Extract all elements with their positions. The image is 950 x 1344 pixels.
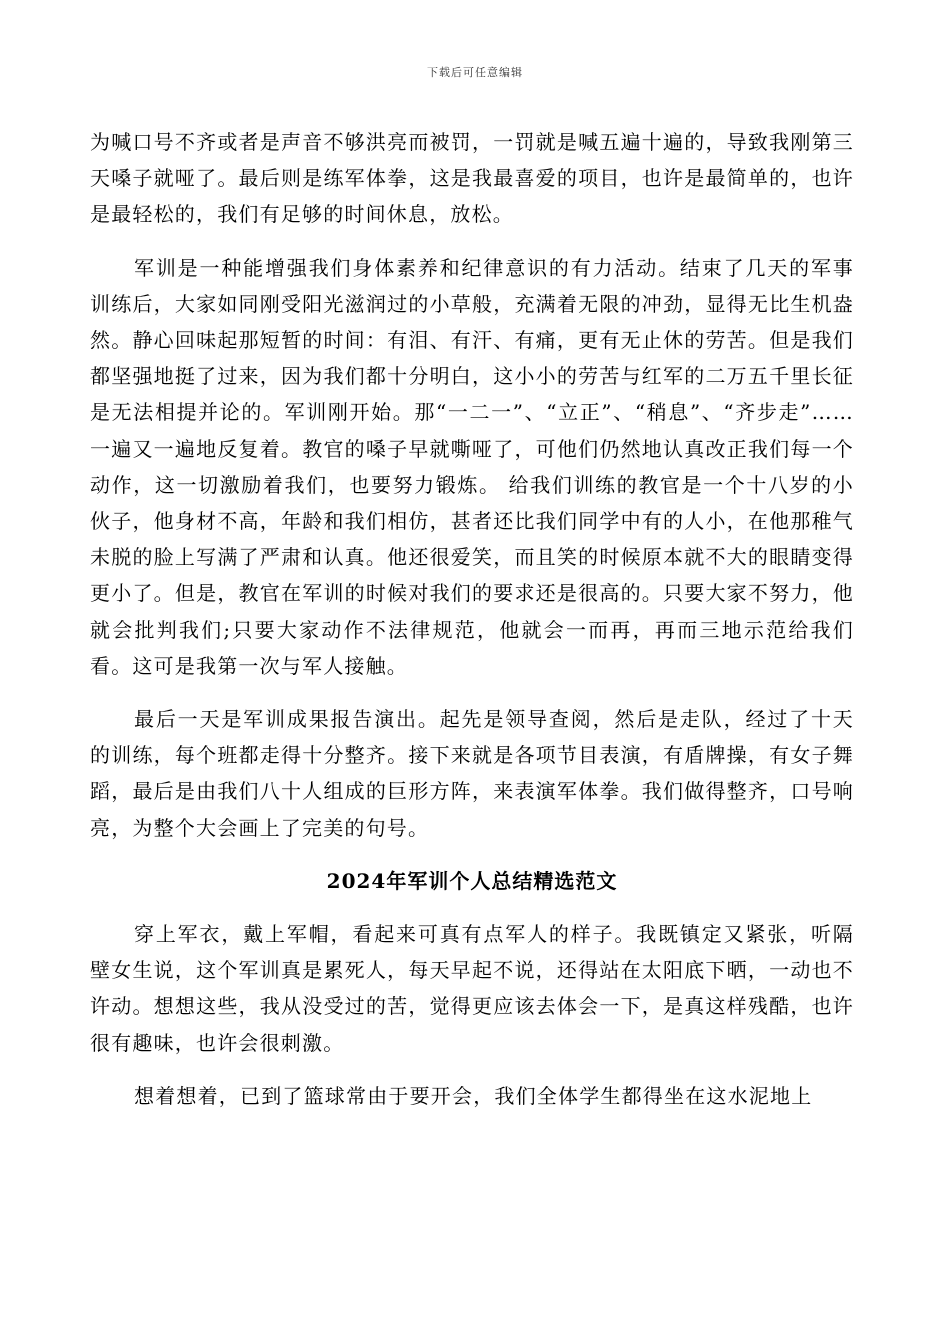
paragraph: 最后一天是军训成果报告演出。起先是领导查阅，然后是走队，经过了十天的训练，每个班都走得十分整齐。接下来就是各项节目表演，有盾牌操，有女子舞蹈，最后是由我们八十人组成的巨形方阵，来表演军体拳。我们做得整齐，口号响亮，为整个大会画上了完美的句号。	[90, 707, 854, 840]
paragraph-gap	[90, 233, 854, 250]
section-title: 2024年军训个人总结精选范文	[326, 868, 618, 893]
paragraph: 想着想着，已到了篮球常由于要开会，我们全体学生都得坐在这水泥地上	[134, 1083, 813, 1108]
paragraph-continued: 为喊口号不齐或者是声音不够洪亮而被罚，一罚就是喊五遍十遍的，导致我刚第三天嗓子就哑了。最后则是练军体拳，这是我最喜爱的项目，也许是最简单的，也许是最轻松的，我们有足够的时间休息，放松。	[90, 130, 854, 227]
document-body	[90, 124, 854, 1114]
paragraph-gap	[90, 684, 854, 701]
paragraph-gap	[90, 1061, 854, 1078]
paragraph: 军训是一种能增强我们身体素养和纪律意识的有力活动。结束了几天的军事训练后，大家如同刚受阳光滋润过的小草般，充满着无限的冲劲，显得无比生机盎然。静心回味起那短暂的时间：有泪、有汗、有痛，更有无止休的劳苦。但是我们都坚强地挺了过来，因为我们都十分明白，这小小的劳苦与红军的二万五千里长征是无法相提并论的。军训刚开始。那“一二一”、“立正”、“稍息”、“齐步走”……一遍又一遍地反复着。教官的嗓子早就嘶哑了，可他们仍然地认真改正我们每一个动作，这一切激励着我们，也要努力锻炼。 给我们训练的教官是一个十八岁的小伙子，他身材不高，年龄和我们相仿，甚者还比我们同学中有的人小，在他那稚气未脱的脸上写满了严肃和认真。他还很爱笑，而且笑的时候原本就不大的眼睛变得更小了。但是，教官在军训的时候对我们的要求还是很高的。只要大家不努力，他就会批判我们;只要大家动作不法律规范，他就会一而再，再而三地示范给我们看。这可是我第一次与军人接触。	[90, 255, 854, 678]
paragraph-gap	[90, 846, 854, 863]
page-header: 下载后可任意编辑	[427, 66, 523, 79]
paragraph: 穿上军衣，戴上军帽，看起来可真有点军人的样子。我既镇定又紧张，听隔壁女生说，这个军训真是累死人，每天早起不说，还得站在太阳底下晒，一动也不许动。想想这些，我从没受过的苦，觉得更应该去体会一下，是真这样残酷，也许很有趣味，也许会很刺激。	[90, 922, 854, 1055]
paragraph-gap	[90, 899, 854, 916]
